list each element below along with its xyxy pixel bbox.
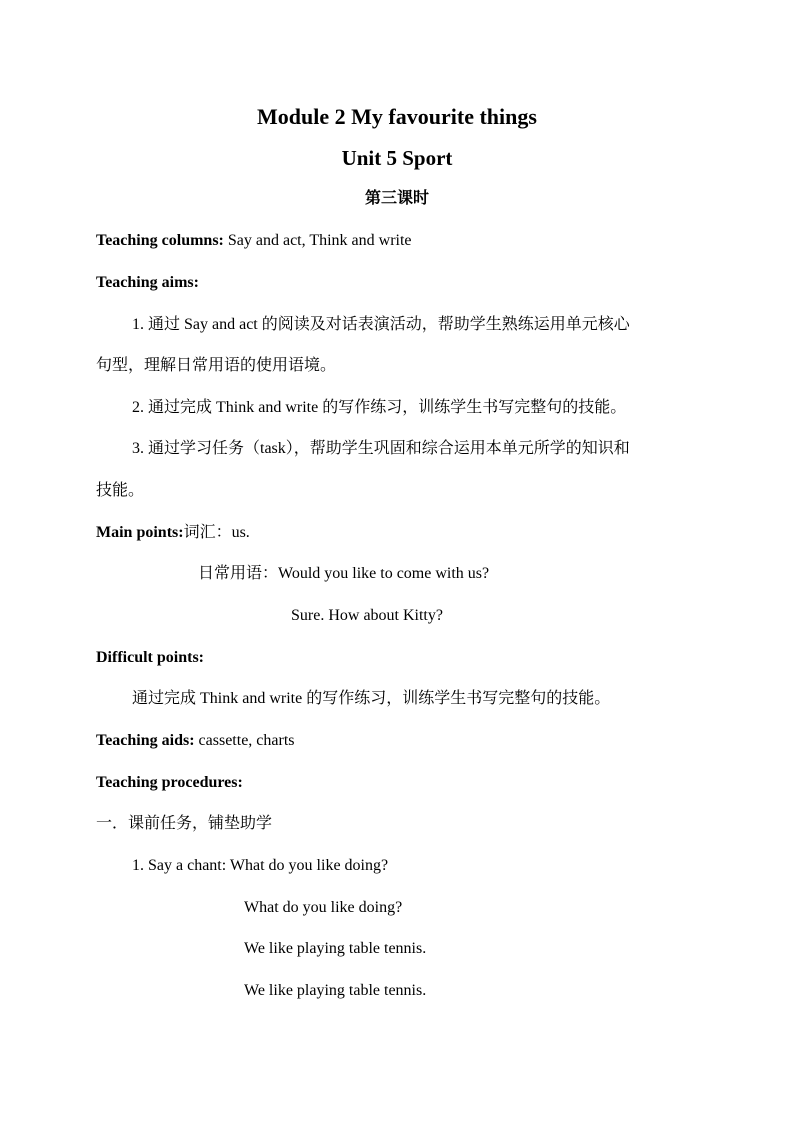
aim-1-line-2: 句型，理解日常用语的使用语境。 xyxy=(96,357,337,374)
teaching-aids-row xyxy=(96,733,295,749)
aim-3-line-1: 3. 通过学习任务（task），帮助学生巩固和综合运用本单元所学的知识和 xyxy=(132,440,630,457)
teaching-columns-row xyxy=(96,233,412,249)
lesson-label: 第三课时 xyxy=(364,190,429,207)
difficult-points-label: Difficult points: xyxy=(96,649,204,666)
teaching-procedures-label: Teaching procedures: xyxy=(96,774,243,791)
main-points-phrases-1: 日常用语：Would you like to come with us? xyxy=(198,565,490,582)
unit-title: Unit 5 Sport xyxy=(341,146,453,170)
chant-line-3: We like playing table tennis. xyxy=(244,940,427,957)
main-points-phrases-2: Sure. How about Kitty? xyxy=(291,607,443,624)
difficult-points-text: 通过完成 Think and write 的写作练习，训练学生书写完整句的技能。 xyxy=(132,690,611,707)
chant-intro: 1. Say a chant: What do you like doing? xyxy=(132,857,389,874)
aim-3-line-2: 技能。 xyxy=(96,482,145,499)
main-points-label: Main points: xyxy=(96,524,184,541)
aim-2: 2. 通过完成 Think and write 的写作练习，训练学生书写完整句的技能。 xyxy=(132,399,627,416)
document-title: Module 2 My favourite things xyxy=(257,104,537,129)
aim-1-line-1: 1. 通过 Say and act 的阅读及对话表演活动，帮助学生熟练运用单元核心 xyxy=(132,316,630,333)
teaching-aids-value: cassette, charts xyxy=(194,732,295,749)
teaching-aids-label: Teaching aids: xyxy=(96,732,195,749)
main-points-row xyxy=(96,525,250,541)
chant-line-4: We like playing table tennis. xyxy=(244,982,427,999)
main-points-vocab: 词汇：us. xyxy=(183,524,250,541)
chant-line-2: What do you like doing? xyxy=(244,899,403,916)
teaching-aims-label: Teaching aims: xyxy=(96,274,199,291)
teaching-columns-label: Teaching columns: xyxy=(96,232,224,249)
teaching-columns-value: Say and act, Think and write xyxy=(227,232,412,249)
procedure-section-1: 一．课前任务，铺垫助学 xyxy=(96,815,273,832)
